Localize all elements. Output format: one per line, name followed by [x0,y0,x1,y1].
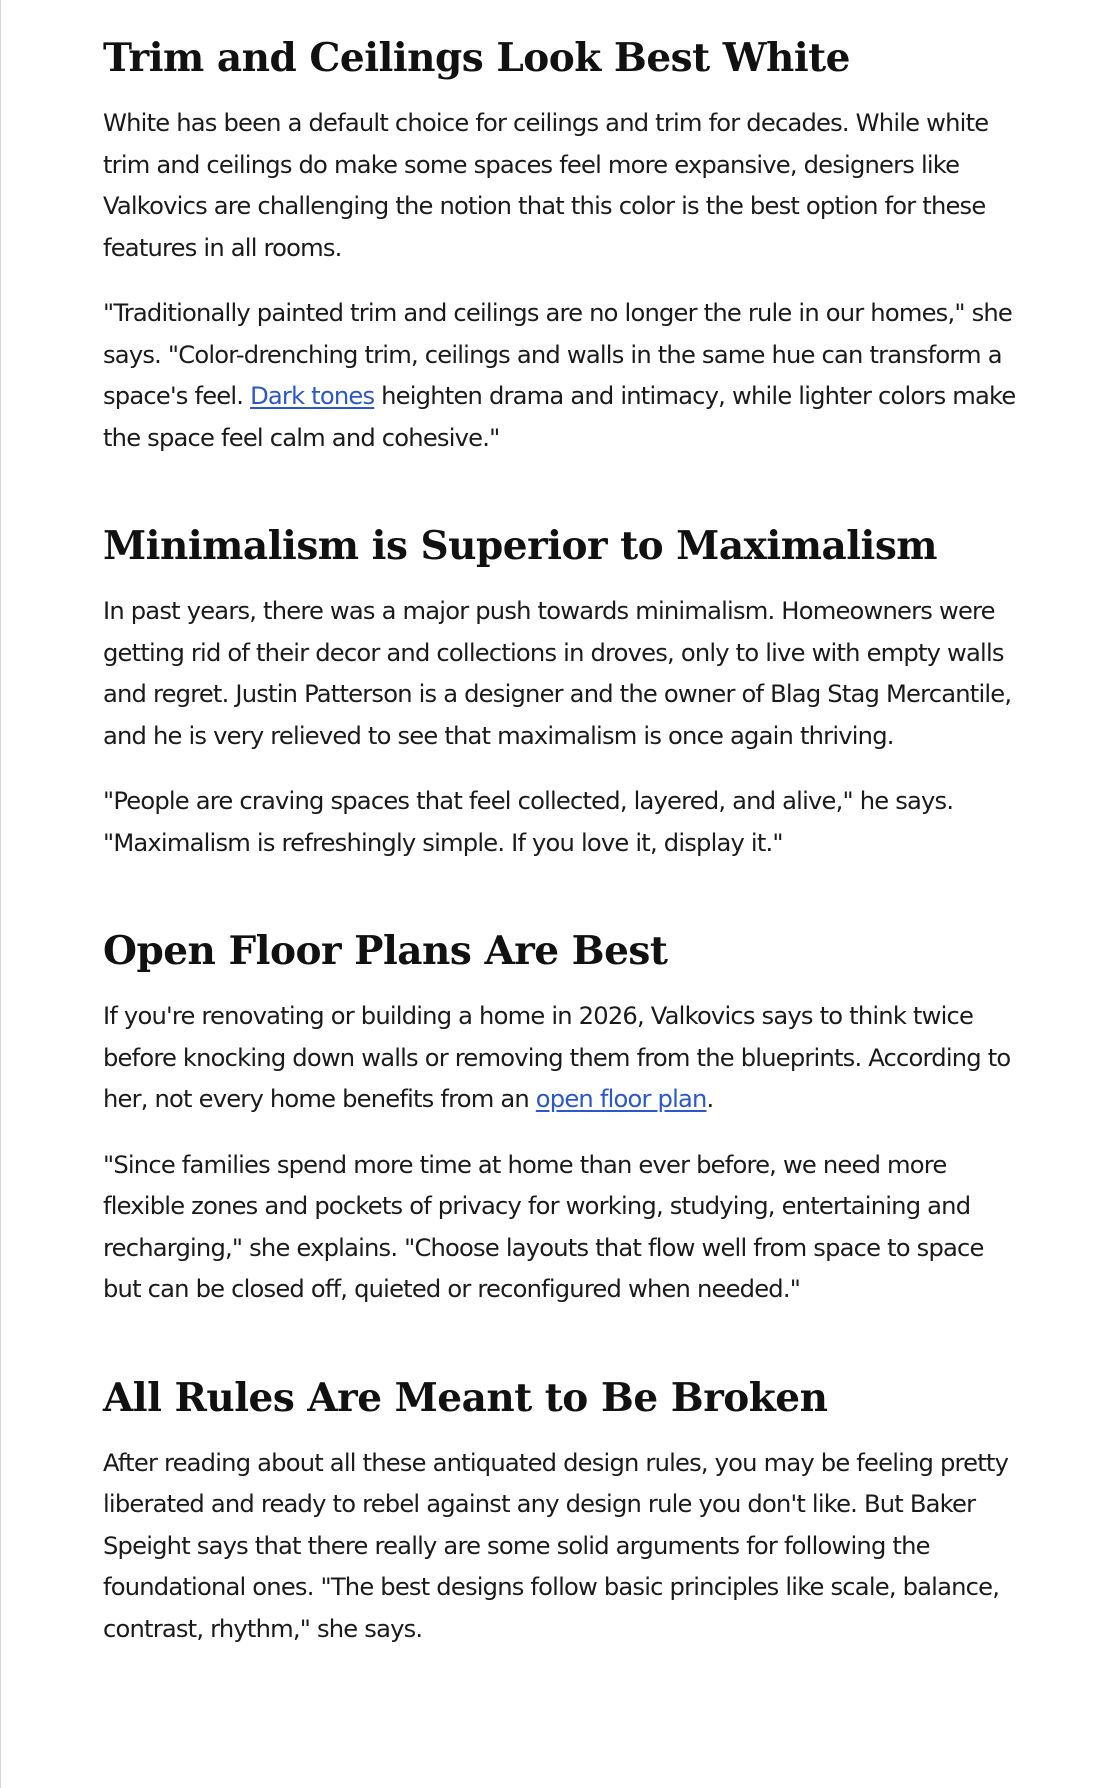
paragraph-text: If you're renovating or building a home in 2026, Valkovics says to think twice before knocking down walls or removing them from the blueprints. According to her, not every home benefits from an [103,1002,1011,1113]
paragraph-text: "Traditionally painted trim and ceilings are no longer the rule in our homes," she says. "Color-drenching trim, ceilings and walls in the same hue can transform a space's feel. [103,299,1012,410]
paragraph: In past years, there was a major push towards minimalism. Homeowners were getting rid of their decor and collections in droves, only to live with empty walls and regret. Justin Patterson is a designer and the owner of Blag Stag Mercantile, and he is very relieved to see that maximalism is once again thriving. [103,597,1012,750]
paragraph [103,996,1023,1121]
section-heading: Minimalism is Superior to Maximalism [103,523,938,569]
paragraph: After reading about all these antiquated design rules, you may be feeling pretty liberated and ready to rebel against any design rule you don't like. But Baker Speight says that there really are some solid arguments for following the foundational ones. "The best designs follow basic principles like scale, balance, contrast, rhythm," she says. [103,1448,1009,1643]
section-rules-broken [103,1311,1023,1651]
paragraph [103,293,1023,459]
open-floor-plan-link[interactable]: open floor plan [535,1085,707,1113]
section-open-floor-plans [103,864,1023,1311]
paragraph: "People are craving spaces that feel collected, layered, and alive," he says. "Maximalism is refreshingly simple. If you love it, display it." [103,787,954,857]
section-minimalism [103,459,1023,864]
paragraph-text: heighten drama and intimacy, while lighter colors make the space feel calm and cohesive." [103,382,1016,452]
section-heading: Open Floor Plans Are Best [103,928,668,974]
section-heading: Trim and Ceilings Look Best White [103,35,850,81]
paragraph-text: . [706,1085,714,1113]
paragraph: White has been a default choice for ceilings and trim for decades. While white trim and ceilings do make some spaces feel more expansive, designers like Valkovics are challenging the notion that this color is the best option for these features in all rooms. [103,109,989,262]
section-trim-ceilings [103,0,1023,459]
paragraph: "Since families spend more time at home than ever before, we need more flexible zones and pockets of privacy for working, studying, entertaining and recharging," she explains. "Choose layouts that flow well from space to space but can be closed off, quieted or reconfigured when needed." [103,1150,984,1303]
left-border-rule [0,0,1,1788]
section-heading: All Rules Are Meant to Be Broken [103,1374,828,1421]
article-body [103,0,1023,1650]
dark-tones-link[interactable]: Dark tones [250,382,375,410]
